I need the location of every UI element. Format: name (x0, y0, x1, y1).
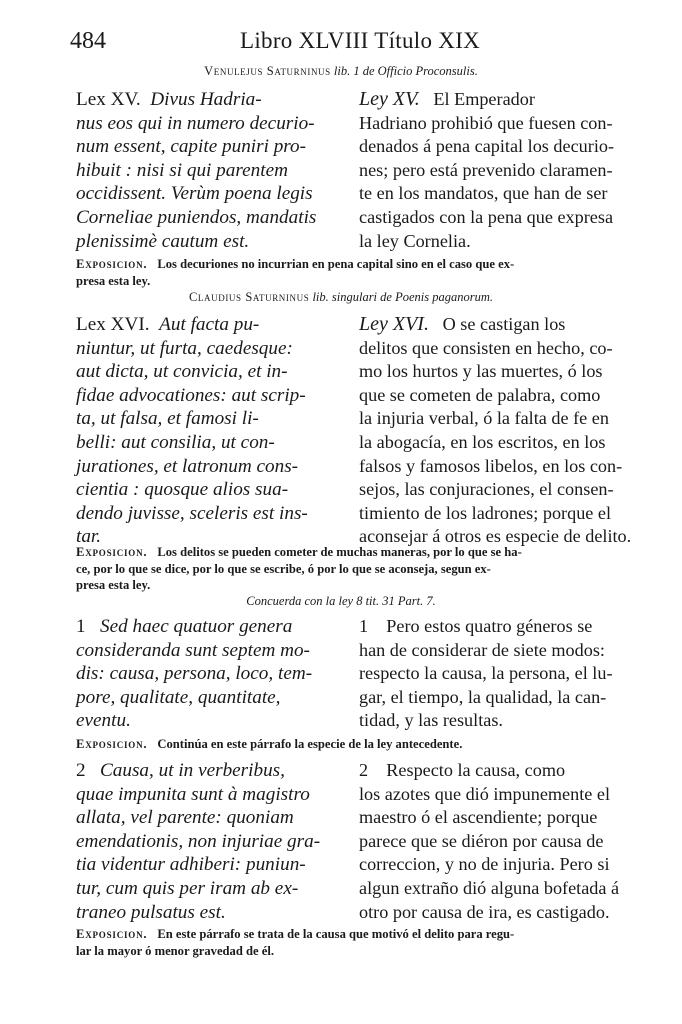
lex-label: Lex XV. (76, 89, 141, 110)
spanish-line: denados á pena capital los decurio- (359, 136, 615, 157)
exposicion-label: Exposicion. (76, 927, 148, 941)
page-header (70, 28, 622, 58)
spanish-line: parece que se diéron por causa de (359, 830, 604, 851)
latin-line: Causa, ut in verberibus, (99, 760, 285, 781)
source-author: Venulejus Saturninus (204, 64, 331, 78)
exposicion-lex16 (76, 544, 624, 594)
source-citation (60, 64, 622, 79)
page-number: 484 (70, 28, 106, 54)
source-ref: lib. singulari de Poenis paganorum. (312, 290, 493, 304)
latin-line: Divus Hadria- (150, 89, 262, 110)
latin-line: tur, cum quis per iram ab ex- (76, 877, 299, 899)
spanish-line: la ley Cornelia. (359, 230, 471, 251)
source-citation (60, 290, 622, 305)
spanish-line: castigados con la pena que expresa (359, 206, 614, 227)
spanish-line: te en los mandatos, que han de ser (359, 183, 608, 204)
exposicion-line: Los delitos se pueden cometer de muchas maneras, por lo que se ha- (157, 545, 522, 559)
spanish-line: correccion, y no de injuria. Pero si (359, 854, 610, 875)
latin-line: consideranda sunt septem mo- (76, 639, 310, 661)
latin-line: aut dicta, ut convicia, et in- (76, 361, 288, 383)
spanish-line: El Emperador (433, 89, 535, 109)
spanish-line: gar, el tiempo, la qualidad, la can- (359, 686, 607, 707)
spanish-line: falsos y famosos libelos, en los con- (359, 455, 623, 476)
latin-line: tar. (76, 526, 102, 548)
exposicion-line: ce, por lo que se dice, por lo que se escribe, ó por lo que se aconseja, segun ex- (76, 561, 491, 576)
source-author: Claudius Saturninus (188, 290, 310, 304)
paragraph-number: 1 (359, 616, 369, 636)
spanish-line: la abogacía, en los escritos, en los (359, 431, 606, 452)
spanish-line: los azotes que dió impunemente el (359, 783, 611, 804)
latin-line: niuntur, ut furta, caedesque: (76, 337, 293, 359)
latin-line: emendationis, non injuriae gra- (76, 830, 321, 852)
spanish-line: tidad, y las resultas. (359, 710, 503, 731)
ley-label: Ley XV. (359, 88, 420, 110)
spanish-column-lex16 (359, 313, 632, 549)
latin-column-para1 (76, 615, 348, 733)
exposicion-line: presa esta ley. (76, 578, 151, 592)
latin-line: pore, qualitate, quantitate, (76, 686, 281, 708)
latin-line: hibuit : nisi si qui parentem (76, 159, 288, 181)
exposicion-label: Exposicion. (76, 737, 148, 751)
latin-column-para2 (76, 759, 348, 924)
spanish-line: Hadriano prohibió que fuesen con- (359, 112, 613, 133)
spanish-line: delitos que consisten en hecho, co- (359, 337, 613, 358)
spanish-line: han de considerar de siete modos: (359, 639, 605, 660)
spanish-line: mo los hurtos y las muertes, ó los (359, 361, 603, 382)
latin-line: cientia : quosque alios sua- (76, 479, 289, 501)
latin-line: ta, ut falsa, et famosi li- (76, 408, 259, 430)
spanish-line: otro por causa de ira, es castigado. (359, 901, 610, 922)
ley-label: Ley XVI. (359, 313, 429, 335)
spanish-line: aconsejar á otros es especie de delito. (359, 526, 632, 547)
latin-line: Aut facta pu- (159, 314, 260, 335)
exposicion-line: Los decuriones no incurrian en pena capital sino en el caso que ex- (157, 257, 515, 271)
exposicion-lex15 (76, 256, 624, 289)
latin-line: Corneliae puniendos, mandatis (76, 206, 317, 228)
exposicion-line: En este párrafo se trata de la causa que motivó el delito para regu- (157, 927, 515, 941)
latin-line: tia videntur adhiberi: puniun- (76, 854, 306, 876)
latin-line: fidae advocationes: aut scrip- (76, 384, 306, 406)
exposicion-line: Continúa en este párrafo la especie de la ley antecedente. (157, 737, 463, 751)
running-title: Libro XLVIII Título XIX (240, 28, 481, 53)
spanish-line: Pero estos quatro géneros se (386, 616, 593, 636)
spanish-line: algun extraño dió alguna bofetada á (359, 877, 620, 898)
spanish-line: respecto la causa, la persona, el lu- (359, 663, 613, 684)
exposicion-label: Exposicion. (76, 257, 148, 271)
source-ref: lib. 1 de Officio Proconsulis. (333, 64, 478, 78)
latin-line: allata, vel parente: quoniam (76, 807, 294, 829)
exposicion-line: presa esta ley. (76, 273, 151, 288)
spanish-column-para2 (359, 759, 623, 924)
paragraph-number: 2 (76, 760, 86, 781)
latin-column-lex15 (76, 88, 348, 253)
exposicion-line: lar la mayor ó menor gravedad de él. (76, 943, 274, 958)
paragraph-number: 1 (76, 616, 86, 637)
latin-line: nus eos qui in numero decurio- (76, 112, 315, 134)
latin-line: jurationes, et latronum cons- (76, 455, 299, 477)
spanish-column-lex15 (359, 88, 623, 253)
latin-column-lex16 (76, 313, 348, 549)
latin-line: occidissent. Verùm poena legis (76, 183, 313, 205)
latin-line: traneo pulsatus est. (76, 901, 226, 923)
latin-line: belli: aut consilia, ut con- (76, 431, 275, 453)
spanish-line: sejos, las conjuraciones, el consen- (359, 479, 614, 500)
latin-line: num essent, capite puniri pro- (76, 136, 307, 158)
latin-line: eventu. (76, 710, 131, 732)
latin-line: dis: causa, persona, loco, tem- (76, 663, 313, 685)
exposicion-label: Exposicion. (76, 545, 148, 559)
paragraph-number: 2 (359, 760, 369, 780)
latin-line: quae impunita sunt à magistro (76, 783, 310, 805)
latin-line: plenissimè cautum est. (76, 230, 250, 252)
exposicion-para1 (76, 736, 624, 753)
spanish-line: que se cometen de palabra, como (359, 384, 601, 405)
spanish-line: O se castigan los (442, 314, 566, 334)
lex-label: Lex XVI. (76, 314, 150, 335)
latin-line: dendo juvisse, sceleris est ins- (76, 502, 308, 524)
spanish-column-para1 (359, 615, 623, 733)
spanish-line: timiento de los ladrones; porque el (359, 502, 612, 523)
spanish-line: maestro ó el ascendiente; porque (359, 807, 598, 828)
concuerda-reference: Concuerda con la ley 8 tit. 31 Part. 7. (246, 594, 436, 608)
spanish-line: nes; pero está prevenido claramen- (359, 159, 613, 180)
spanish-line: Respecto la causa, como (386, 760, 566, 780)
spanish-line: la injuria verbal, ó la falta de fe en (359, 408, 609, 429)
latin-line: Sed haec quatuor genera (99, 616, 293, 637)
exposicion-para2 (76, 926, 624, 959)
